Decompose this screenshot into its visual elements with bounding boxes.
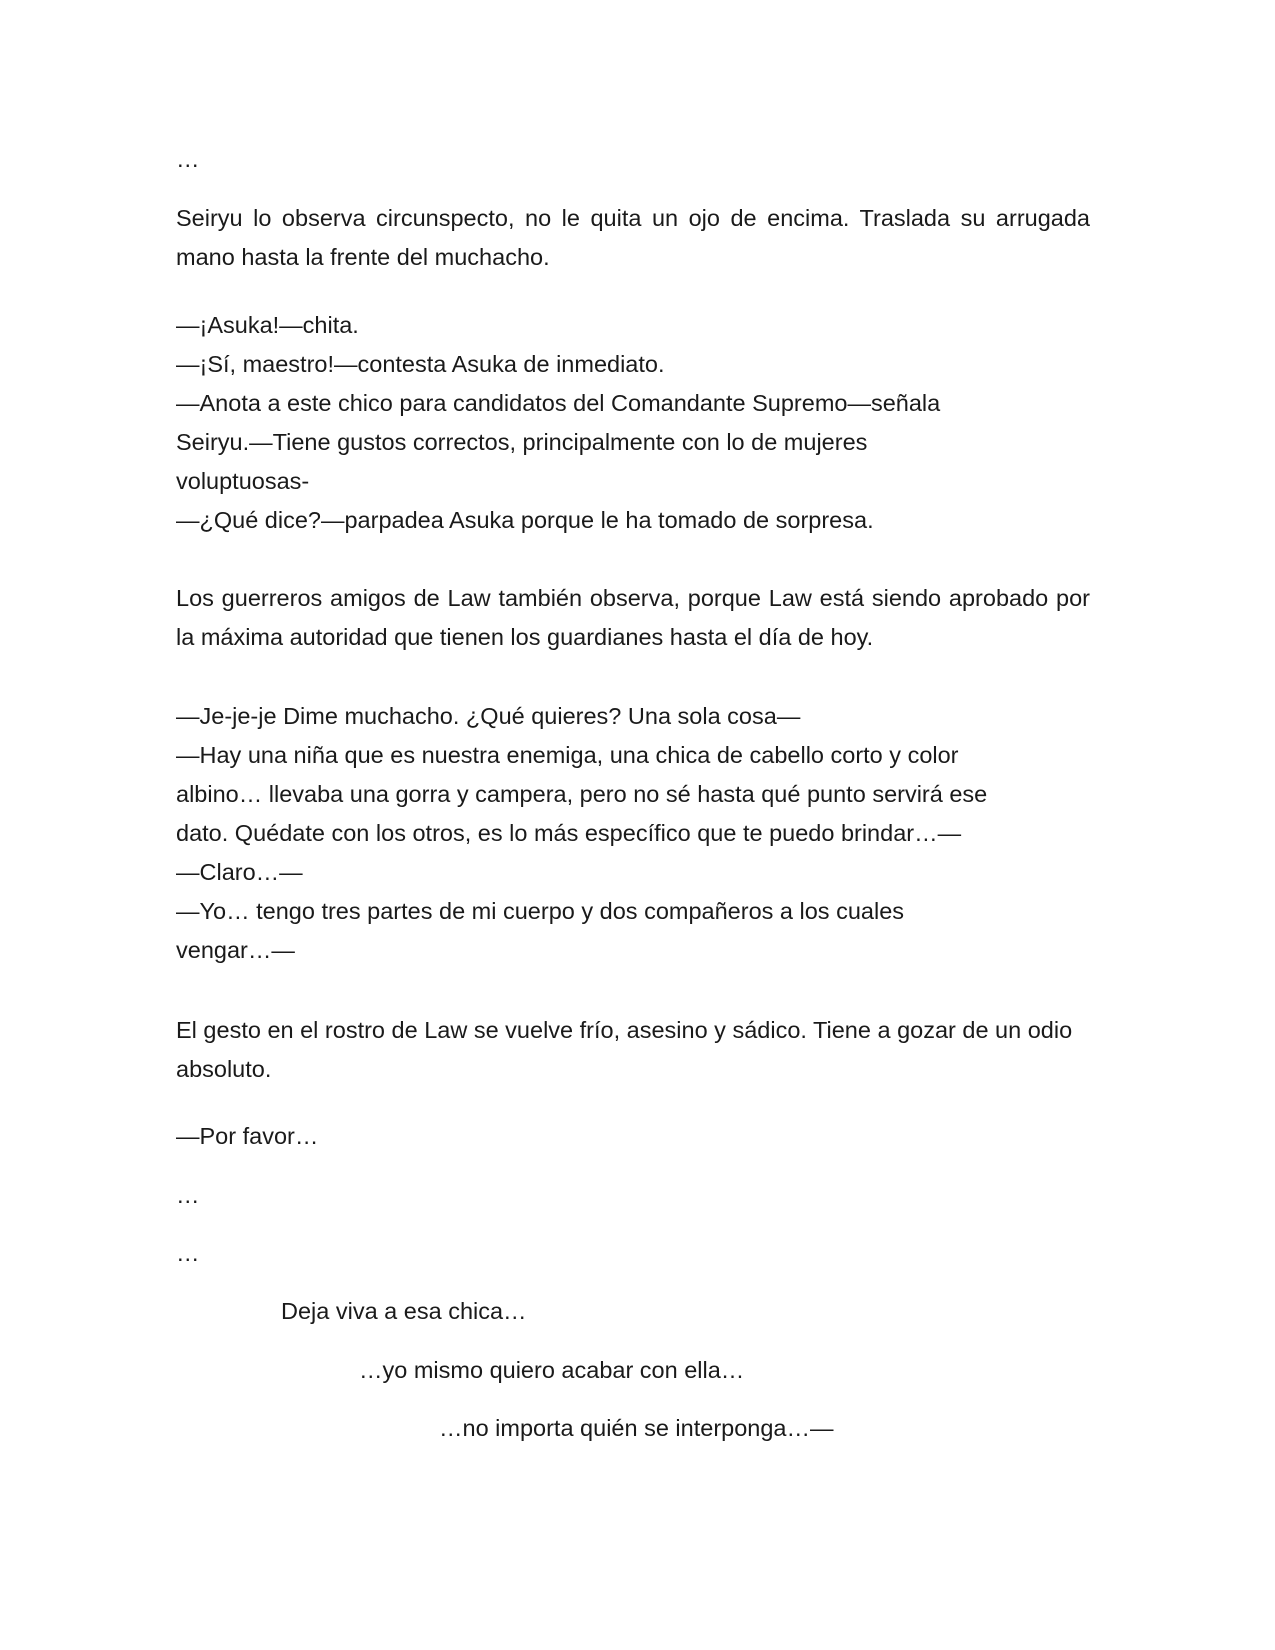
- dialogue-line: —Por favor…: [176, 1123, 319, 1149]
- dialogue-line: —Hay una niña que es nuestra enemiga, una chica de cabello corto y color: [176, 742, 959, 768]
- dialogue-line: Seiryu.—Tiene gustos correctos, principalmente con lo de mujeres: [176, 429, 868, 455]
- dialogue-line: —¡Sí, maestro!—contesta Asuka de inmediato.: [176, 351, 665, 377]
- dialogue-line: —¿Qué dice?—parpadea Asuka porque le ha tomado de sorpresa.: [176, 507, 874, 533]
- narration-paragraph: Seiryu lo observa circunspecto, no le quita un ojo de encima. Traslada su arrugada mano hasta la frente del muchacho.: [176, 205, 1090, 270]
- closing-line-3: …no importa quién se interponga…—: [439, 1415, 834, 1441]
- ellipsis-paragraph: [176, 140, 1090, 179]
- dialogue-line: dato. Quédate con los otros, es lo más específico que te puedo brindar…—: [176, 820, 962, 846]
- closing-line-1: Deja viva a esa chica…: [281, 1298, 527, 1324]
- dialogue-line: vengar…—: [176, 937, 295, 963]
- ellipsis-paragraph: …: [176, 1240, 200, 1266]
- dialogue-line: —Anota a este chico para candidatos del Comandante Supremo—señala: [176, 390, 941, 416]
- dialogue-block: [176, 697, 1090, 970]
- dialogue-line: voluptuosas-: [176, 468, 310, 494]
- narration-paragraph: Los guerreros amigos de Law también observa, porque Law está siendo aprobado por la máxima autoridad que tienen los guardianes hasta el día de hoy.: [176, 585, 1090, 650]
- ellipsis-paragraph: …: [176, 1182, 200, 1208]
- dialogue-block: [176, 306, 1090, 540]
- dialogue-line: albino… llevaba una gorra y campera, pero no sé hasta qué punto servirá ese: [176, 781, 988, 807]
- dialogue-line: —Je-je-je Dime muchacho. ¿Qué quieres? Una sola cosa—: [176, 703, 801, 729]
- text-line: …: [176, 146, 200, 172]
- dialogue-line: —¡Asuka!—chita.: [176, 312, 359, 338]
- narration-paragraph: El gesto en el rostro de Law se vuelve frío, asesino y sádico. Tiene a gozar de un odio absoluto.: [176, 1017, 1073, 1082]
- closing-line-2: …yo mismo quiero acabar con ella…: [359, 1357, 745, 1383]
- dialogue-line: —Claro…—: [176, 859, 303, 885]
- dialogue-line: —Yo… tengo tres partes de mi cuerpo y dos compañeros a los cuales: [176, 898, 905, 924]
